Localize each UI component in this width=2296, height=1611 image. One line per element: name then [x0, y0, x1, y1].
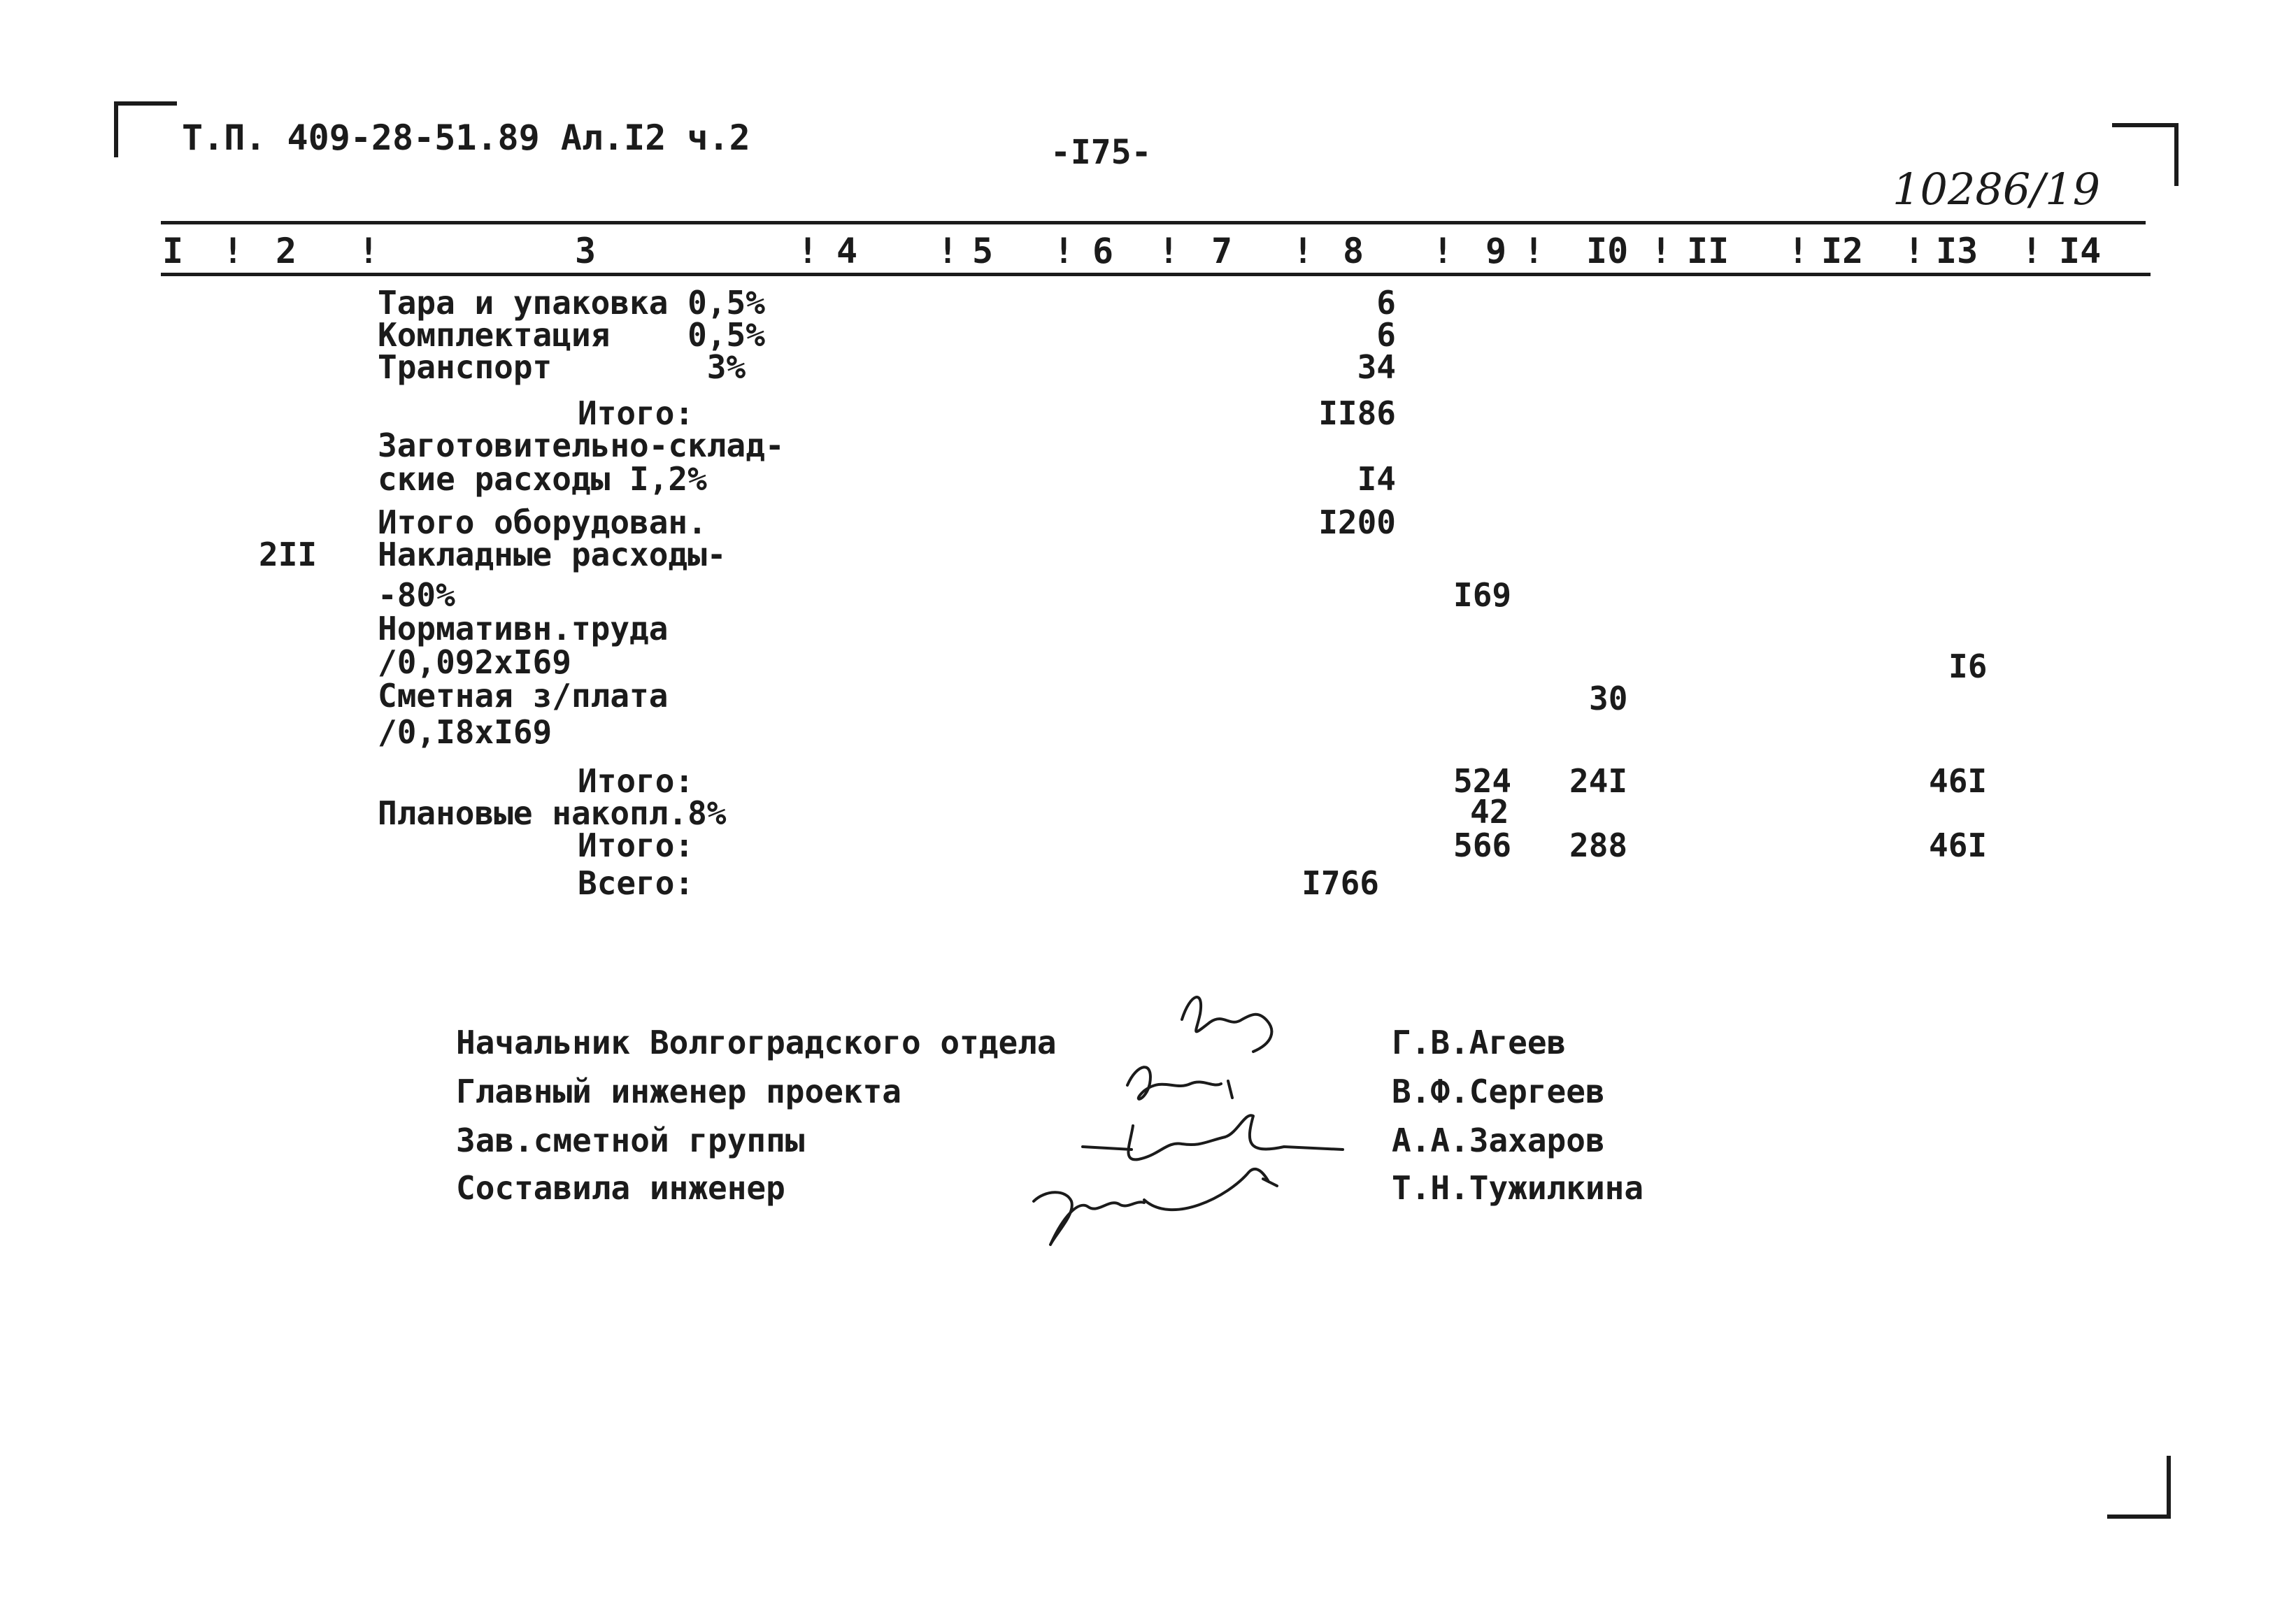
signature-ageev [1182, 997, 1271, 1052]
table-cell-description: Всего: [578, 864, 694, 902]
table-cell-description: /0,I8хI69 [378, 713, 552, 751]
table-cell-col9: 42 [1470, 793, 1509, 831]
table-cell-description: Плановые накопл.8% [378, 794, 727, 832]
column-separator: ! [1523, 231, 1545, 271]
column-separator: ! [1432, 231, 1454, 271]
table-cell-col8: 6 [1376, 284, 1396, 322]
column-header-3: 3 [575, 231, 597, 271]
column-separator: ! [1292, 231, 1314, 271]
column-separator: ! [797, 231, 819, 271]
table-cell-description: Накладные расходы- [378, 536, 727, 573]
table-cell-description: Итого: [578, 394, 694, 432]
column-separator: ! [1904, 231, 1925, 271]
table-cell-description: Итого: [578, 762, 694, 800]
column-separator: ! [937, 231, 959, 271]
handwritten-reference: 10286/19 [1892, 164, 2101, 215]
document-code: Т.П. 409-28-51.89 Ал.I2 ч.2 [182, 117, 750, 158]
corner-mark-top-right-h [2112, 123, 2179, 127]
column-separator: ! [1650, 231, 1672, 271]
signature-role: Зав.сметной группы [456, 1122, 805, 1159]
column-header-10: I0 [1586, 231, 1629, 271]
signature-name: Г.В.Агеев [1392, 1024, 1567, 1061]
column-separator: ! [1158, 231, 1180, 271]
signature-sergeev [1127, 1067, 1232, 1099]
header-rule-bottom [161, 273, 2151, 276]
table-cell-code: 2II [259, 536, 318, 573]
corner-mark-top-right-v [2174, 123, 2179, 186]
column-header-7: 7 [1211, 231, 1233, 271]
table-cell-description: /0,092хI69 [378, 643, 571, 681]
table-cell-col13: 46I [1929, 826, 1988, 864]
column-header-8: 8 [1343, 231, 1364, 271]
signature-tuzhilkina [1034, 1169, 1277, 1245]
corner-mark-bottom-right-h [2107, 1515, 2171, 1519]
table-cell-description: Нормативн.труда [378, 610, 669, 647]
signature-name: Т.Н.Тужилкина [1392, 1169, 1644, 1207]
signature-role: Составила инженер [456, 1169, 785, 1207]
table-cell-description: ские расходы I,2% [378, 460, 707, 498]
table-cell-col10: 30 [1589, 680, 1628, 717]
column-separator: ! [1053, 231, 1075, 271]
table-cell-col8: I4 [1357, 460, 1396, 498]
signature-role: Начальник Волгоградского отдела [456, 1024, 1057, 1061]
signature-name: В.Ф.Сергеев [1392, 1073, 1605, 1110]
column-header-6: 6 [1092, 231, 1114, 271]
table-cell-description: Итого: [578, 826, 694, 864]
page-number: -I75- [1050, 133, 1152, 172]
table-cell-description: -80% [378, 576, 455, 614]
table-cell-description: Итого оборудован. [378, 503, 707, 541]
column-header-2: 2 [276, 231, 297, 271]
table-cell-col8: I200 [1318, 503, 1396, 541]
column-header-11: II [1687, 231, 1730, 271]
column-separator: ! [358, 231, 380, 271]
handwritten-signatures [1007, 979, 1385, 1259]
table-cell-col8: 34 [1357, 348, 1396, 386]
table-cell-col10: 288 [1569, 826, 1628, 864]
signature-role: Главный инженер проекта [456, 1073, 901, 1110]
column-separator: ! [2021, 231, 2043, 271]
table-cell-description: Комплектация 0,5% [378, 316, 765, 354]
header-rule-top [161, 221, 2146, 224]
table-cell-description: Заготовительно-склад- [378, 427, 785, 464]
table-cell-col10: 24I [1569, 762, 1628, 800]
column-header-14: I4 [2059, 231, 2102, 271]
table-cell-description: Тара и упаковка 0,5% [378, 284, 765, 322]
table-cell-col8: I766 [1302, 864, 1379, 902]
table-cell-description: Транспорт 3% [378, 348, 746, 386]
column-header-4: 4 [836, 231, 858, 271]
column-header-5: 5 [972, 231, 994, 271]
table-cell-col13: 46I [1929, 762, 1988, 800]
table-cell-col9: I69 [1453, 576, 1512, 614]
column-header-12: I2 [1821, 231, 1864, 271]
table-cell-col9: 566 [1453, 826, 1512, 864]
column-header-13: I3 [1936, 231, 1978, 271]
column-header-9: 9 [1485, 231, 1507, 271]
column-separator: ! [222, 231, 244, 271]
column-separator: ! [1788, 231, 1809, 271]
corner-mark-top-left-v [114, 101, 118, 157]
table-cell-col8: II86 [1318, 394, 1396, 432]
table-cell-col9: 524 [1453, 762, 1512, 800]
column-header-1: I [162, 231, 184, 271]
table-cell-col13: I6 [1948, 647, 1988, 685]
table-cell-col8: 6 [1376, 316, 1396, 354]
signature-zakharov [1083, 1115, 1343, 1159]
table-cell-description: Сметная з/плата [378, 677, 669, 715]
signature-name: А.А.Захаров [1392, 1122, 1605, 1159]
corner-mark-bottom-right-v [2167, 1456, 2171, 1519]
corner-mark-top-left-h [114, 101, 177, 106]
